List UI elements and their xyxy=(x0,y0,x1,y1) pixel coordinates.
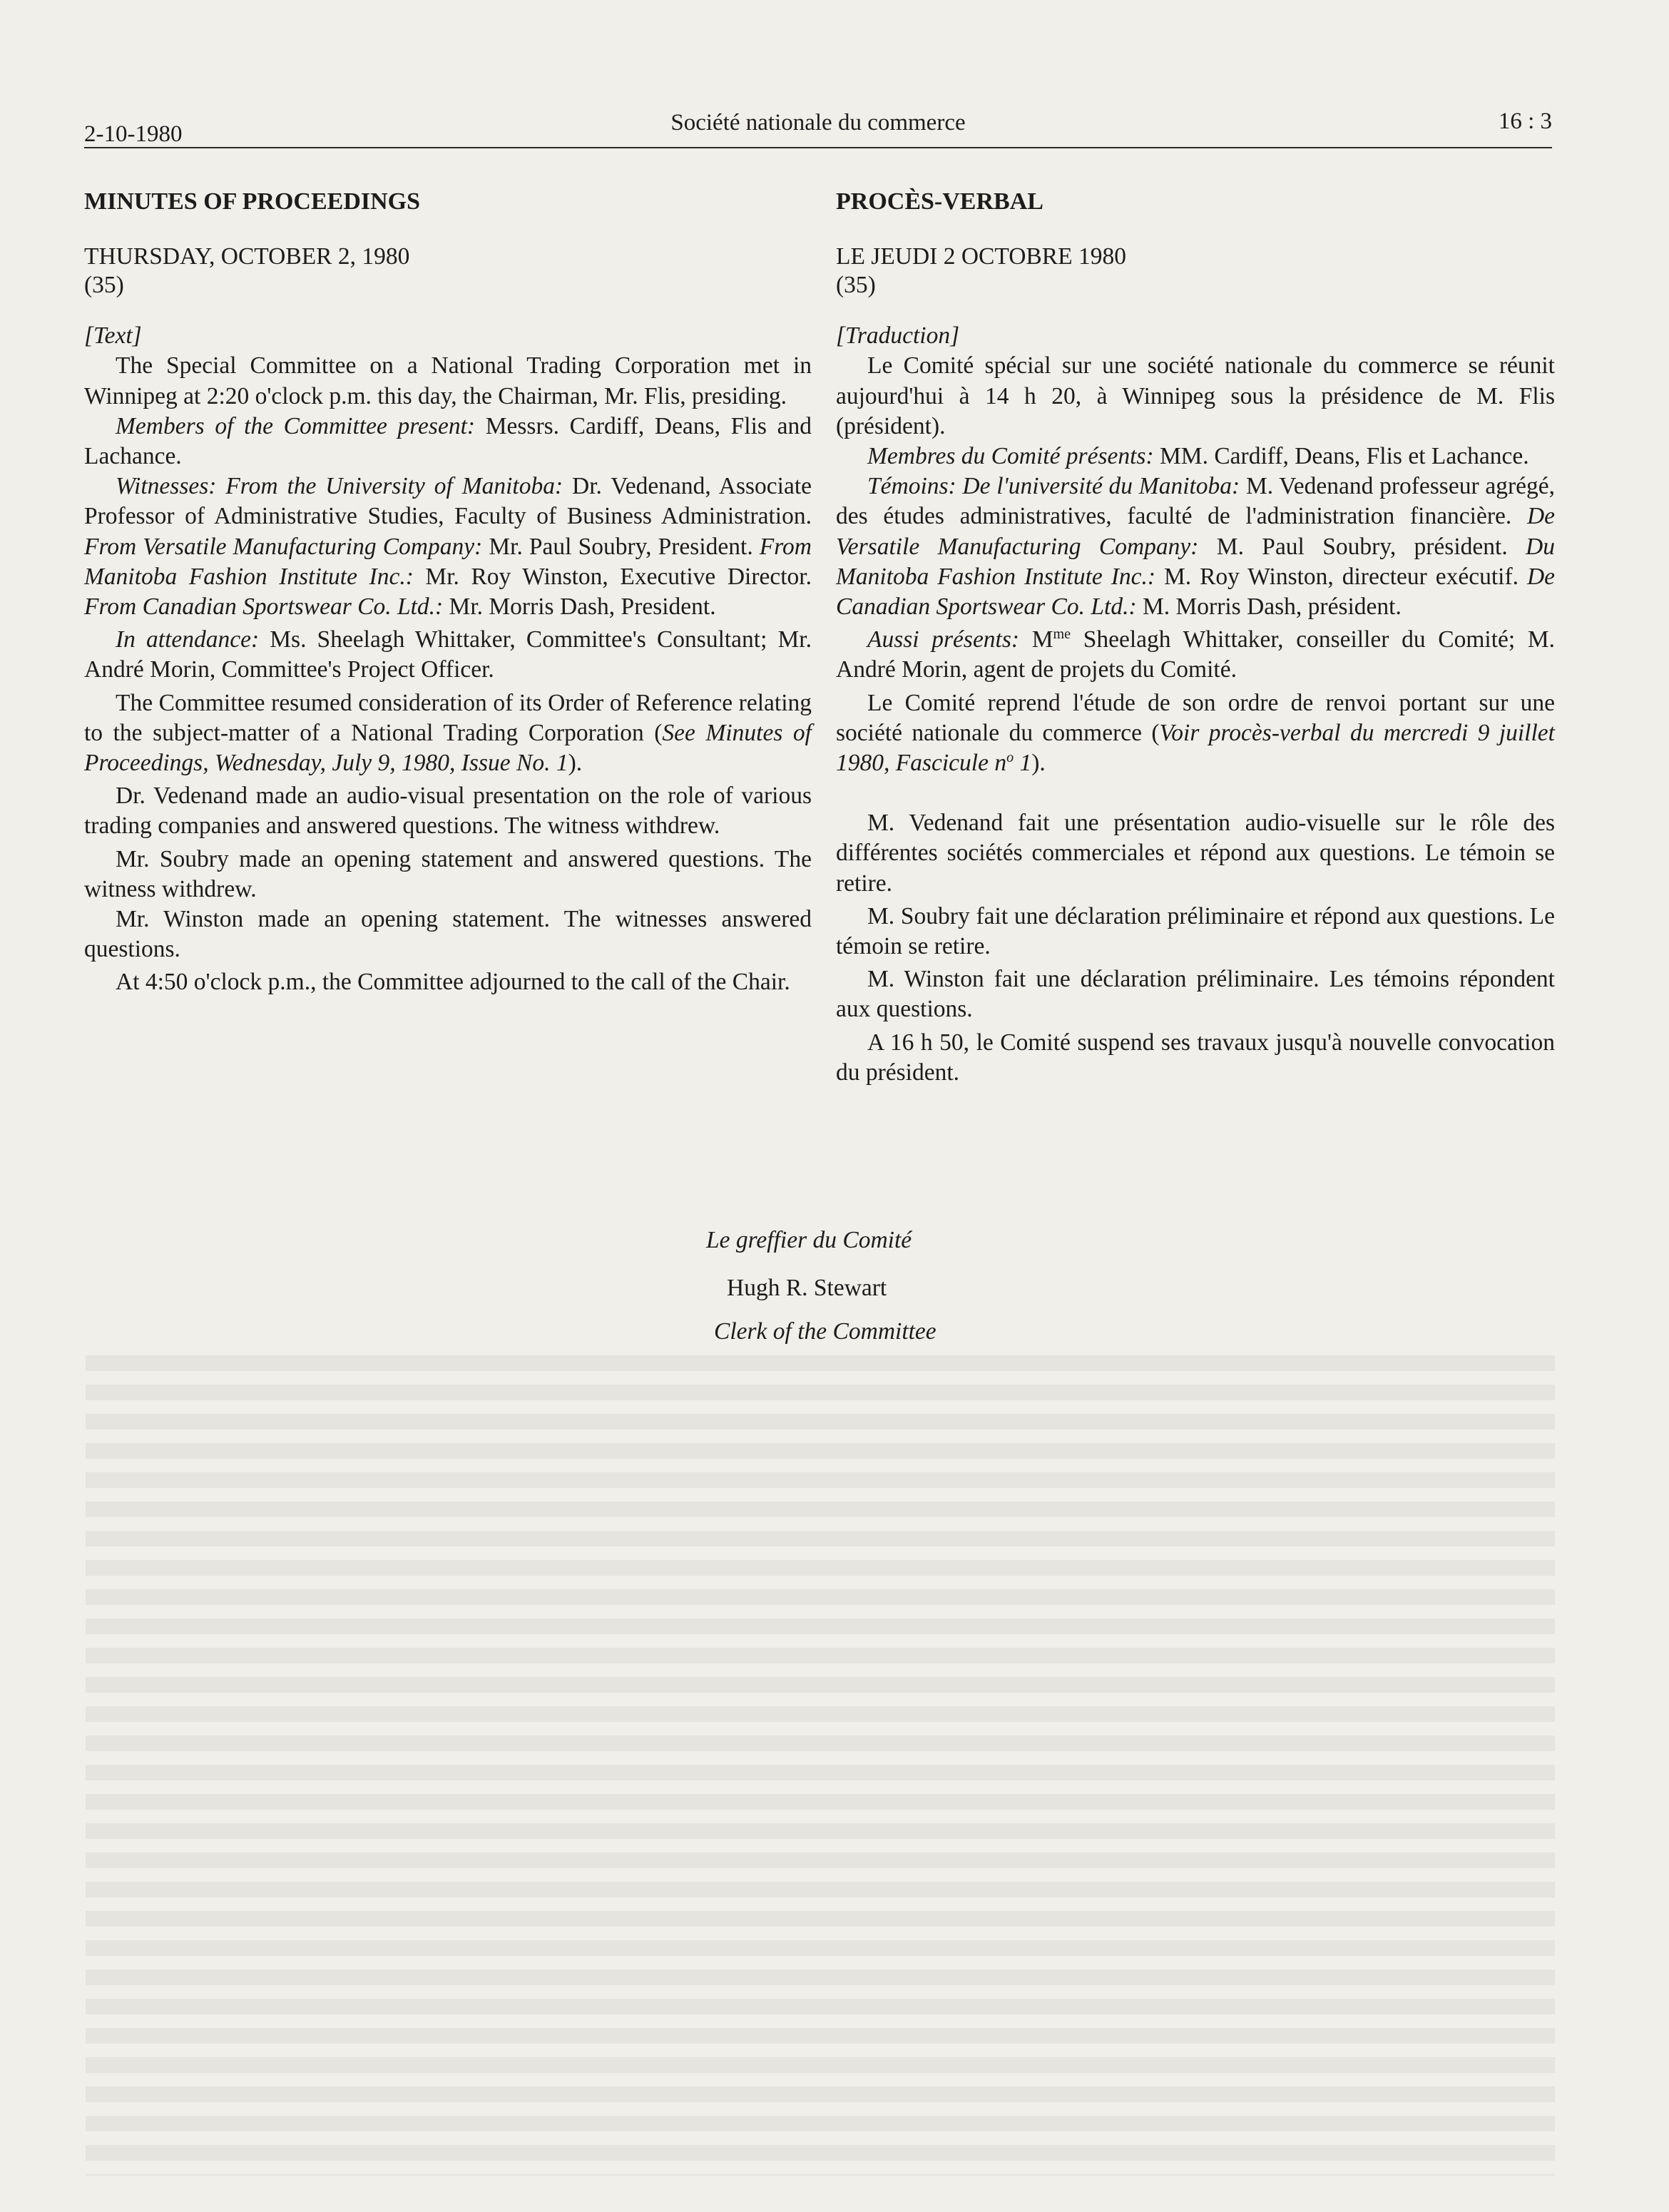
french-sitting-number: (35) xyxy=(836,272,876,299)
french-paragraph: Membres du Comité présents: MM. Cardiff, Deans, Flis et Lachance. xyxy=(867,443,1529,470)
french-paragraph: Le Comité reprend l'étude de son ordre de renvoi portant sur une société nationale du commerce (Voir procès-verbal du mercredi 9 juillet 1980, Fascicule $n^o$ 1). xyxy=(836,689,1555,777)
french-paragraph: Aussi présents: $M^{me}$ Sheelagh Whittaker, conseiller du Comité; M. André Morin, agent de projets du Comité. xyxy=(836,626,1555,683)
header-rule xyxy=(84,147,1552,148)
english-paragraph: The Committee resumed consideration of its Order of Reference relating to the subject-matter of a National Trading Corporation (See Minutes of Proceedings, Wednesday, July 9, 1980, Issue No. 1). xyxy=(84,689,812,777)
french-paragraph: A 16 h 50, le Comité suspend ses travaux jusqu'à nouvelle convocation du président. xyxy=(836,1029,1555,1086)
english-paragraph: The Special Committee on a National Trading Corporation met in Winnipeg at 2:20 o'clock p.m. this day, the Chairman, Mr. Flis, presiding. xyxy=(84,352,812,409)
header-title: Société nationale du commerce xyxy=(670,110,966,136)
page-header xyxy=(84,108,1552,148)
english-paragraph: In attendance: Ms. Sheelagh Whittaker, Committee's Consultant; Mr. André Morin, Committee's Project Officer. xyxy=(84,626,812,683)
signature-title-en: Clerk of the Committee xyxy=(714,1318,936,1345)
english-paragraph: Witnesses: From the University of Manitoba: Dr. Vedenand, Associate Professor of Administrative Studies, Faculty of Business Administration. From Versatile Manufacturing Company: Mr. Paul Soubry, President. From Manitoba Fashion Institute Inc.: Mr. Roy Winston, Executive Director. From Canadian Sportswear Co. Ltd.: Mr. Morris Dash, President. xyxy=(84,473,812,621)
english-sitting-number: (35) xyxy=(84,272,124,299)
english-paragraph: At 4:50 o'clock p.m., the Committee adjourned to the call of the Chair. xyxy=(116,969,790,996)
english-paragraph: Mr. Soubry made an opening statement and answered questions. The witness withdrew. xyxy=(84,845,812,902)
english-column xyxy=(84,187,812,998)
signature-name: Hugh R. Stewart xyxy=(727,1275,887,1301)
english-tag: [Text] xyxy=(84,322,142,350)
header-date: 2-10-1980 xyxy=(84,121,183,147)
french-tag: [Traduction] xyxy=(836,322,960,350)
bleed-through-texture xyxy=(86,1355,1555,2176)
french-heading: PROCÈS-VERBAL xyxy=(836,188,1043,215)
english-date: THURSDAY, OCTOBER 2, 1980 xyxy=(84,243,410,270)
header-page-number: 16 : 3 xyxy=(1498,108,1552,134)
french-dateline xyxy=(836,243,1555,300)
english-paragraph: Mr. Winston made an opening statement. The witnesses answered questions. xyxy=(84,906,812,963)
french-paragraph: M. Soubry fait une déclaration préliminaire et répond aux questions. Le témoin se retire. xyxy=(836,902,1555,960)
signature-title-fr: Le greffier du Comité xyxy=(706,1227,912,1253)
english-paragraph: Members of the Committee present: Messrs. Cardiff, Deans, Flis and Lachance. xyxy=(84,412,812,470)
english-heading: MINUTES OF PROCEEDINGS xyxy=(84,188,421,215)
french-paragraph: M. Vedenand fait une présentation audio-visuelle sur le rôle des différentes sociétés commerciales et répond aux questions. Le témoin se retire. xyxy=(836,810,1555,897)
french-paragraph: M. Winston fait une déclaration préliminaire. Les témoins répondent aux questions. xyxy=(836,966,1555,1023)
english-dateline xyxy=(84,243,812,300)
english-paragraph: Dr. Vedenand made an audio-visual presentation on the role of various trading companies and answered questions. The witness withdrew. xyxy=(84,783,812,840)
french-paragraph: Témoins: De l'université du Manitoba: M. Vedenand professeur agrégé, des études administratives, faculté de l'administration financière. De Versatile Manufacturing Company: M. Paul Soubry, président. Du Manitoba Fashion Institute Inc.: M. Roy Winston, directeur exécutif. De Canadian Sportswear Co. Ltd.: M. Morris Dash, président. xyxy=(836,473,1555,621)
french-paragraph: Le Comité spécial sur une société nationale du commerce se réunit aujourd'hui à 14 h 20, à Winnipeg sous la présidence de M. Flis (président). xyxy=(836,352,1555,439)
french-column xyxy=(836,187,1555,1088)
french-date: LE JEUDI 2 OCTOBRE 1980 xyxy=(836,243,1126,270)
